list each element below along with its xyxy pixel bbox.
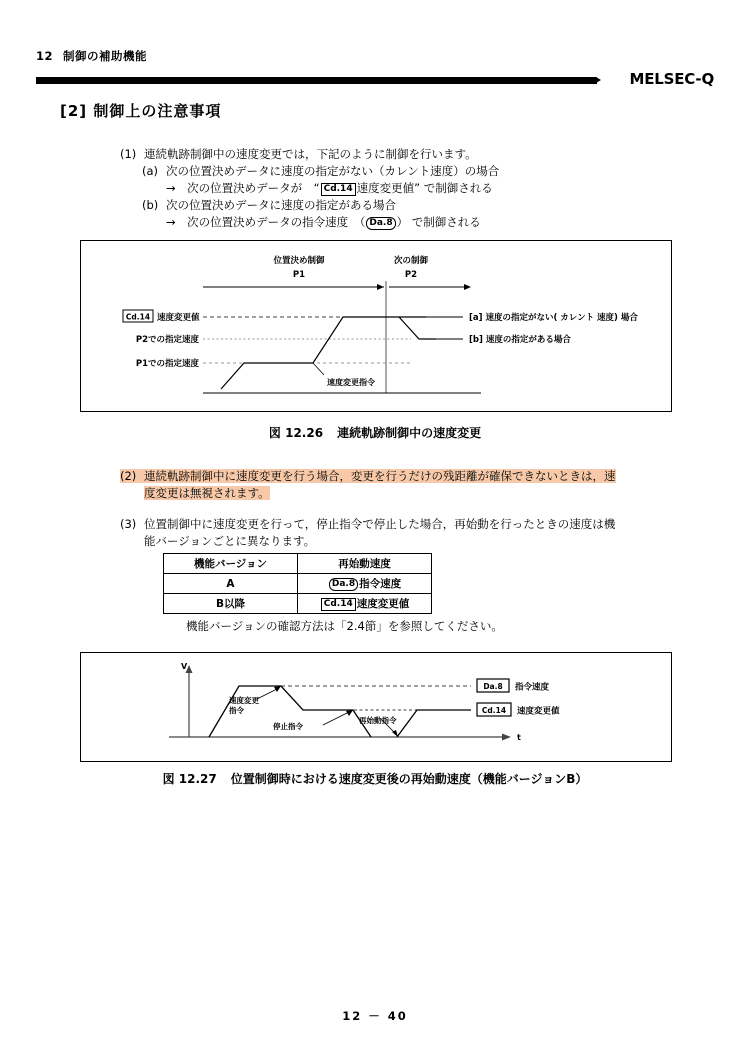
item-3-line2: 能バージョンごとに異なります。 [144, 534, 316, 548]
fig2-mid-box: Cd.14 [481, 706, 507, 715]
table-header-restart-speed: 再始動速度 [298, 554, 432, 574]
fig1-callout-a: [a] 速度の指定がない( カレント 速度) 場合 [469, 313, 638, 323]
item-1a-marker: (a) [142, 164, 159, 178]
item-1a-arrow-post: 速度変更値” で制御される [356, 181, 493, 195]
fig2-top-text: 指令速度 [515, 682, 550, 693]
item-1b-marker: (b) [142, 198, 159, 212]
figure-12-26-title: 連続軌跡制御中の速度変更 [337, 426, 482, 440]
item-3-marker: (3) [120, 517, 137, 531]
fig2-mid-text: 速度変更値 [517, 706, 560, 717]
fig1-left-section-sub: P1 [292, 270, 306, 280]
figure-12-27-caption [0, 770, 750, 787]
table-row [164, 594, 432, 614]
parameter-box-cd14: Cd.14 [321, 598, 356, 611]
fig2-speed-change-label: 速度変更 [229, 696, 259, 705]
figure-12-27-title: 位置制御時における速度変更後の再始動速度（機能バージョンB） [230, 772, 588, 786]
fig1-speed-change-label: 速度変更指令 [327, 378, 375, 387]
item-1b-text: 次の位置決めデータに速度の指定がある場合 [166, 198, 396, 212]
header-rule-bar [36, 77, 597, 84]
fig2-axis-y-label: V [181, 662, 188, 671]
item-1-text: 連続軌跡制御中の速度変更では，下記のように制御を行います。 [144, 147, 477, 161]
fig2-restart-label: 再始動指令 [359, 716, 397, 725]
paragraph-item-2 [120, 468, 740, 502]
fig1-right-section-title: 次の制御 [393, 256, 429, 266]
figure-12-26-number: 図 12.26 [268, 426, 324, 440]
table-cell-version-a: A [164, 574, 298, 594]
item-3-line1: 位置制御中に速度変更を行って，停止指令で停止した場合，再始動を行ったときの速度は機 [144, 517, 616, 531]
header-rule [36, 72, 714, 88]
item-1b-arrow-pre: → 次の位置決めデータの指令速度 （ [166, 215, 366, 229]
chapter-title: 制御の補助機能 [63, 49, 148, 63]
fig1-level-low-label: P1での指定速度 [135, 359, 199, 369]
fig1-level-top-text: 速度変更値 [157, 313, 200, 323]
paragraph-item-3 [120, 516, 740, 550]
table-cell-speed-b-text: 速度変更値 [356, 598, 410, 610]
item-1b-arrow-post: ） で制御される [396, 215, 481, 229]
item-1a-text: 次の位置決めデータに速度の指定がない（カレント速度）の場合 [166, 164, 500, 178]
fig1-level-top-label [123, 310, 200, 323]
fig2-axis-x-label: t [517, 733, 521, 742]
parameter-box-da8: Da.8 [329, 578, 358, 591]
figure-12-27-number: 図 12.27 [162, 772, 217, 786]
fig1-left-section-title: 位置決め制御 [273, 256, 325, 266]
paragraph-item-1 [120, 146, 720, 231]
item-1-marker: (1) [120, 147, 137, 161]
fig1-callout-b: [b] 速度の指定がある場合 [469, 335, 571, 345]
fig2-top-box: Da.8 [483, 682, 503, 691]
fig1-level-mid-label: P2での指定速度 [135, 335, 199, 345]
fig2-stop-label: 停止指令 [273, 722, 303, 731]
parameter-box-cd14: Cd.14 [321, 183, 356, 196]
table-cell-speed-a-text: 指令速度 [359, 578, 402, 590]
parameter-box-da8: Da.8 [366, 217, 395, 230]
item-2-marker: (2) [120, 469, 137, 483]
item-2-line1: 連続軌跡制御中に速度変更を行う場合，変更を行うだけの残距離が確保できないときは，速 [144, 469, 616, 483]
item-2-line2: 度変更は無視されます。 [144, 486, 270, 500]
table-header-row [164, 554, 432, 574]
chapter-number: 12 [36, 49, 54, 63]
manual-name: MELSEC-Q [629, 70, 714, 88]
fig2-speed-change-label2: 指令 [229, 706, 244, 715]
figure-12-27-graphic [81, 653, 667, 757]
table-header-version: 機能バージョン [164, 554, 298, 574]
table-cell-version-b: B以降 [164, 594, 298, 614]
figure-12-27 [80, 652, 672, 762]
fig2-top-callout [477, 679, 550, 693]
fig1-right-section-sub: P2 [404, 270, 418, 280]
fig2-mid-callout [477, 703, 560, 717]
table-cell-speed-a [298, 574, 432, 594]
table-cell-speed-b [298, 594, 432, 614]
fig1-level-top-box: Cd.14 [125, 312, 151, 322]
version-table [163, 553, 432, 614]
figure-12-26-graphic [81, 241, 667, 407]
table-row [164, 574, 432, 594]
chapter-header [36, 48, 147, 64]
version-check-note: 機能バージョンの確認方法は「2.4節」を参照してください。 [186, 619, 503, 633]
figure-12-26-caption [0, 424, 750, 441]
page-title: [2] 制御上の注意事項 [60, 102, 222, 120]
page-number: 12 － 40 [342, 1009, 408, 1023]
figure-12-26 [80, 240, 672, 412]
item-1a-arrow-pre: → 次の位置決めデータが “ [166, 181, 320, 195]
